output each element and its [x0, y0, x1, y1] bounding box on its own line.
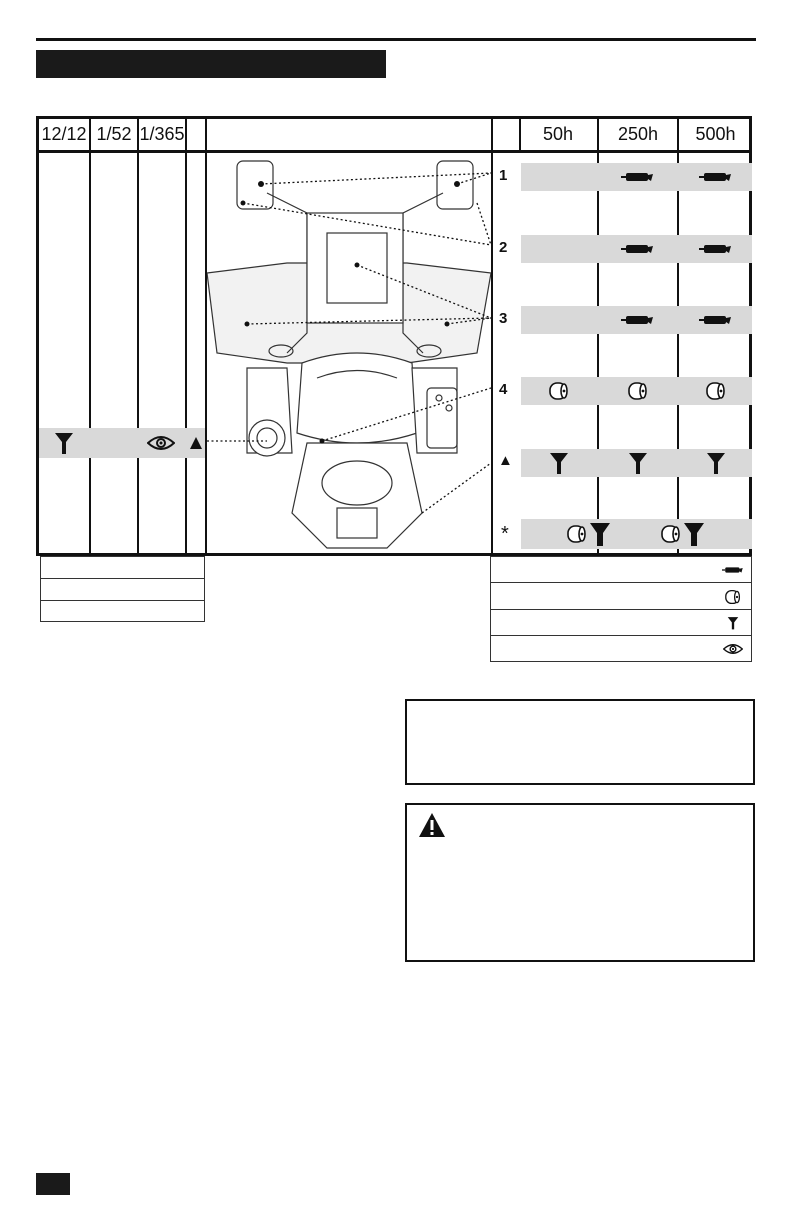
interval-50h: 50h	[542, 124, 574, 144]
left-legend	[40, 556, 205, 622]
oil-can-icon	[521, 377, 597, 405]
interval-500h: 500h	[695, 124, 736, 144]
funnel-icon	[599, 449, 677, 477]
oil-can-icon	[599, 377, 677, 405]
interval-250h: 250h	[617, 124, 659, 144]
grid-line	[519, 119, 521, 153]
symbol-legend	[490, 556, 752, 662]
funnel-icon	[679, 449, 752, 477]
warning-triangle-icon	[417, 811, 447, 839]
oil-can-icon	[679, 377, 752, 405]
grease-gun-icon	[599, 163, 677, 191]
funnel-icon	[39, 428, 89, 458]
grid-line	[89, 119, 91, 553]
grease-gun-icon	[679, 235, 752, 263]
section-title-bar	[36, 50, 386, 78]
row-number-triangle: ▲	[498, 452, 513, 469]
legend-row-funnel	[491, 610, 751, 636]
row-number-4: 4	[499, 381, 508, 398]
grease-gun-icon	[599, 306, 677, 334]
chart-header-row	[39, 119, 749, 153]
row-number-1: 1	[499, 167, 508, 184]
maintenance-chart	[36, 116, 752, 556]
note-box	[405, 699, 755, 785]
interval-1-365: 1/365	[139, 124, 185, 144]
legend-row-oil	[491, 583, 751, 610]
interval-12-12: 12/12	[41, 124, 87, 144]
warning-box	[405, 803, 755, 962]
row-shade-6	[521, 519, 752, 549]
interval-1-52: 1/52	[96, 124, 132, 144]
oil-can-icon	[721, 583, 745, 610]
grease-gun-icon	[599, 235, 677, 263]
grease-gun-icon	[721, 557, 745, 583]
mower-top-view-illustration	[207, 153, 491, 555]
eye-icon	[721, 636, 745, 661]
grid-line	[491, 119, 493, 553]
legend-row	[41, 557, 204, 579]
page-number-tab	[36, 1173, 70, 1195]
grease-gun-icon	[679, 306, 752, 334]
grease-gun-icon	[679, 163, 752, 191]
oil-can-funnel-icon	[653, 519, 713, 549]
row-number-asterisk: *	[501, 523, 509, 545]
legend-row	[41, 601, 204, 623]
row-number-2: 2	[499, 239, 508, 256]
funnel-icon	[521, 449, 597, 477]
top-rule	[36, 38, 756, 41]
funnel-icon	[721, 610, 745, 636]
oil-can-funnel-icon	[559, 519, 619, 549]
grid-line	[185, 119, 187, 553]
grid-line	[137, 119, 139, 553]
legend-row	[41, 579, 204, 601]
row-number-3: 3	[499, 310, 508, 327]
triangle-icon	[187, 428, 205, 458]
legend-row-eye	[491, 636, 751, 661]
eye-icon	[137, 428, 185, 458]
legend-row-grease	[491, 557, 751, 583]
